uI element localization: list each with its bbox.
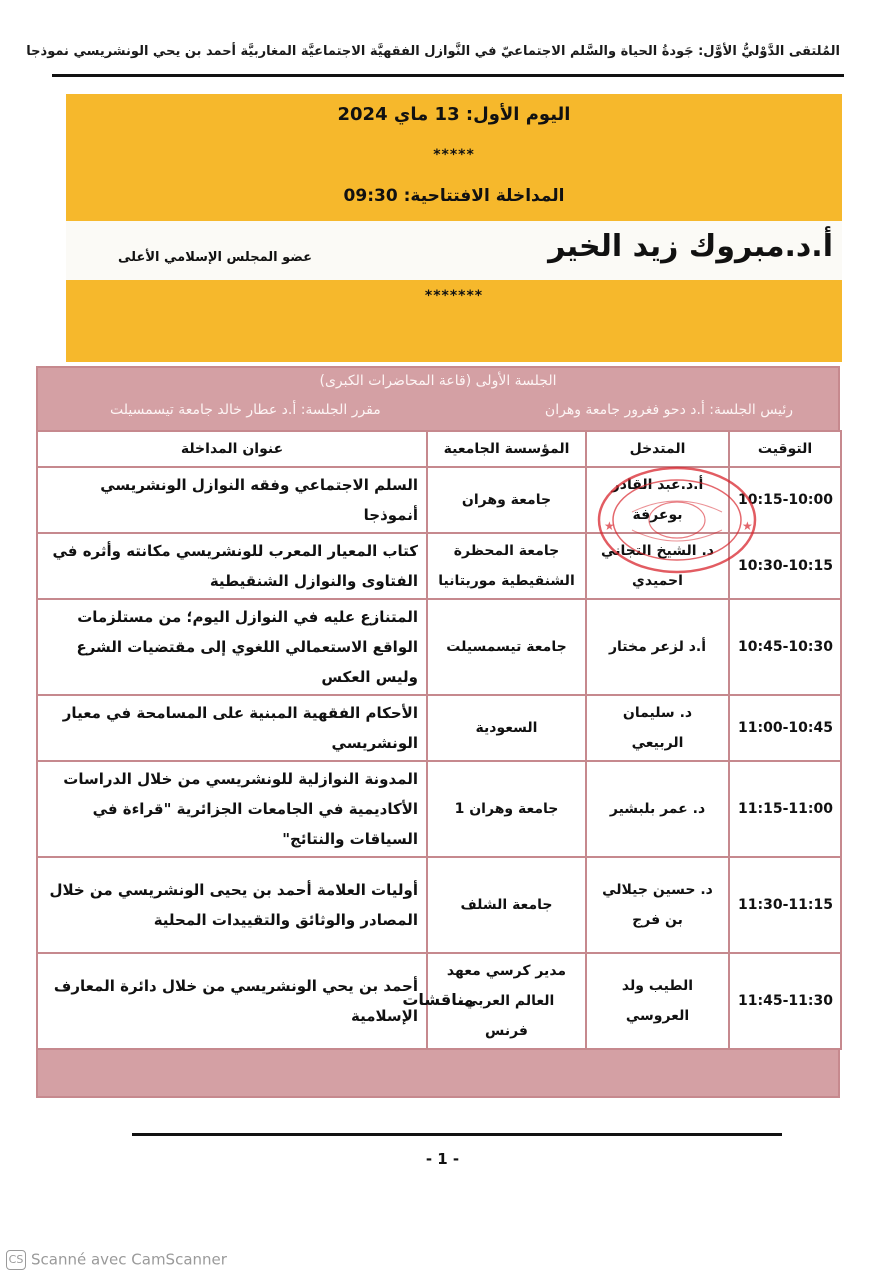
row-title: كتاب المعيار المعرب للونشريسي مكانته وأثره في الفتاوى والنوازل الشنقيطية [37,533,427,599]
row-title: المدونة النوازلية للونشريسي من خلال الدراسات الأكاديمية في الجامعات الجزائرية "قراءة في السياقات والنتائج" [37,761,427,857]
day-title: اليوم الأول: 13 ماي 2024 [337,104,571,125]
row-title: أحمد بن يحي الونشريسي من خلال دائرة المعارف الإسلامية [37,953,427,1049]
session-chair: رئيس الجلسة: أ.د دحو فغرور جامعة وهران [544,402,793,418]
separator-stars-bottom: ******* [424,288,484,304]
row-title: أوليات العلامة أحمد بن يحيى الونشريسي من خلال المصادر والوثائق والتقييدات المحلية [37,857,427,953]
svg-text:★: ★ [604,519,615,533]
row-institution: جامعة المحظرة الشنقيطية موريتانيا [427,533,586,599]
row-speaker: أ.د لزعر مختار [586,599,729,695]
table-row [37,467,841,533]
keynote-speaker-name: أ.د.مبروك زيد الخير [548,229,833,264]
row-institution: جامعة وهران 1 [427,761,586,857]
row-title: المتنازع عليه في النوازل اليوم؛ من مستلزمات الواقع الاستعمالي اللغوي إلى مقتضيات الشرع وليس العكس [37,599,427,695]
row-time: 11:00-10:45 [729,695,841,761]
discussion-label: مناقشات [402,990,474,1009]
row-time: 10:15-10:00 [729,467,841,533]
row-institution: السعودية [427,695,586,761]
column-header-institution: المؤسسة الجامعية [427,431,586,467]
row-time: 11:15-11:00 [729,761,841,857]
session-title: الجلسة الأولى (قاعة المحاضرات الكبرى) [319,373,557,389]
table-row [37,761,841,857]
row-time: 10:30-10:15 [729,533,841,599]
row-institution: مدير كرسي معهد العالم العربي، فرنس [427,953,586,1049]
table-row [37,857,841,953]
row-institution: جامعة الشلف [427,857,586,953]
separator-stars: ***** [433,147,475,163]
table-row [37,533,841,599]
conference-title: المُلتقى الدَّوْليُّ الأوَّل: جَودةُ الحياة والسَّلم الاجتماعيّ في النَّوازل الفقهيَّة الاجتماعيَّة المغاربيَّة أحمد بن يحي الونشريسي نموذجا [26,44,840,59]
row-time: 11:30-11:15 [729,857,841,953]
row-speaker: د. الشيخ التجاني احميدي [586,533,729,599]
row-speaker: د. حسين جيلالي بن فرج [586,857,729,953]
table-row [37,695,841,761]
row-speaker: أ.د.عبد القادر بوعرفة [586,467,729,533]
session-rapporteur: مقرر الجلسة: أ.د عطار خالد جامعة تيسمسيلت [110,402,381,418]
row-time: 11:45-11:30 [729,953,841,1049]
keynote-speaker-role: عضو المجلس الإسلامي الأعلى [118,250,312,265]
row-title: الأحكام الفقهية المبنية على المسامحة في معيار الونشريسي [37,695,427,761]
row-speaker: د. عمر بلبشير [586,761,729,857]
opening-time: المداخلة الافتتاحية: 09:30 [343,186,565,206]
row-speaker: الطيب ولد العروسي [586,953,729,1049]
column-header-speaker: المتدخل [586,431,729,467]
watermark-text: Scanné avec CamScanner [31,1250,227,1269]
column-header-title: عنوان المداخلة [37,431,427,467]
table-header-row [37,431,841,467]
row-speaker: د. سليمان الربيعي [586,695,729,761]
page-number: - 1 - [425,1150,460,1168]
row-time: 10:45-10:30 [729,599,841,695]
footer-divider [132,1133,782,1136]
svg-text:★: ★ [742,519,753,533]
row-title: السلم الاجتماعي وفقه النوازل الونشريسي أنموذجا [37,467,427,533]
schedule-table [36,430,842,1050]
camscanner-watermark [6,1250,227,1270]
camscanner-logo-icon: CS [6,1250,26,1270]
row-institution: جامعة وهران [427,467,586,533]
row-institution: جامعة تيسمسيلت [427,599,586,695]
header-divider [52,74,844,77]
column-header-time: التوقيت [729,431,841,467]
table-row [37,599,841,695]
